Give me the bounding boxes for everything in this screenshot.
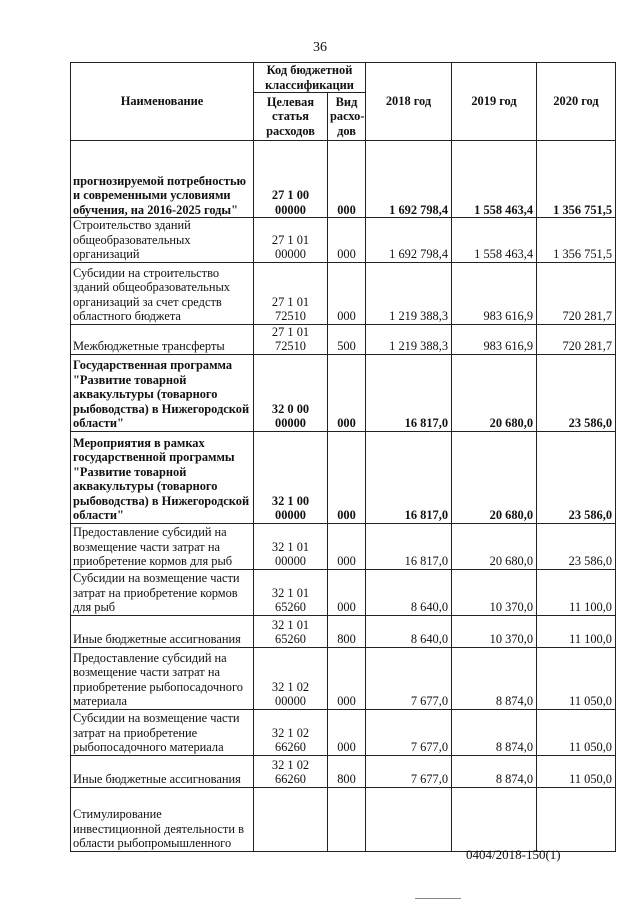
header-target: Целевая статья расходов: [254, 93, 328, 141]
cell-2020: 720 281,7: [537, 262, 616, 324]
document-code: 0404/2018-150(1): [466, 847, 561, 862]
cell-2018: 8 640,0: [366, 615, 452, 647]
cell-2019: 20 680,0: [452, 354, 537, 431]
cell-2019: 20 680,0: [452, 523, 537, 569]
cell-2019: 1 558 463,4: [452, 141, 537, 218]
cell-2019: 983 616,9: [452, 324, 537, 354]
cell-target: 32 1 01 00000: [254, 523, 328, 569]
cell-name: Мероприятия в рамках государственной программы "Развитие товарной аквакультуры (товарного рыбоводства) в Нижегородской области": [71, 431, 254, 523]
table-row: [71, 709, 616, 755]
cell-name: прогнозируемой потребностью и современными условиями обучения, на 2016-2025 годы": [71, 141, 254, 218]
cell-target: 32 1 02 00000: [254, 647, 328, 709]
cell-2019: [452, 787, 537, 851]
cell-2018: 1 219 388,3: [366, 324, 452, 354]
cell-name: Субсидии на возмещение части затрат на приобретение кормов для рыб: [71, 569, 254, 615]
cell-2019: 8 874,0: [452, 647, 537, 709]
cell-2020: 23 586,0: [537, 354, 616, 431]
table-body: [71, 141, 616, 852]
table-row: [71, 755, 616, 787]
cell-2018: 7 677,0: [366, 647, 452, 709]
cell-target: 32 0 00 00000: [254, 354, 328, 431]
table-row: [71, 523, 616, 569]
cell-target: 27 1 00 00000: [254, 141, 328, 218]
cell-type: 000: [328, 218, 366, 263]
header-name: Наименование: [71, 63, 254, 141]
table-row: [71, 141, 616, 218]
cell-2020: 11 050,0: [537, 647, 616, 709]
cell-2020: 11 050,0: [537, 709, 616, 755]
cell-type: 000: [328, 647, 366, 709]
cell-target: 27 1 01 72510: [254, 324, 328, 354]
cell-2019: 10 370,0: [452, 569, 537, 615]
page-number: 36: [313, 40, 327, 55]
cell-2018: 16 817,0: [366, 431, 452, 523]
cell-2019: 20 680,0: [452, 431, 537, 523]
table-row: [71, 324, 616, 354]
cell-type: 000: [328, 523, 366, 569]
header-2018: 2018 год: [366, 63, 452, 141]
cell-2018: 16 817,0: [366, 354, 452, 431]
table-row: [71, 647, 616, 709]
cell-target: 32 1 00 00000: [254, 431, 328, 523]
cell-2019: 1 558 463,4: [452, 218, 537, 263]
cell-2020: 11 100,0: [537, 615, 616, 647]
header-type: Вид расхо-дов: [328, 93, 366, 141]
cell-target: 27 1 01 00000: [254, 218, 328, 263]
cell-type: 000: [328, 569, 366, 615]
cell-2020: 11 100,0: [537, 569, 616, 615]
cell-2018: 7 677,0: [366, 755, 452, 787]
cell-2019: 983 616,9: [452, 262, 537, 324]
cell-2019: 8 874,0: [452, 709, 537, 755]
cell-type: 000: [328, 141, 366, 218]
cell-2018: 1 219 388,3: [366, 262, 452, 324]
cell-target: 27 1 01 72510: [254, 262, 328, 324]
cell-name: Субсидии на возмещение части затрат на приобретение рыбопосадочного материала: [71, 709, 254, 755]
cell-target: 32 1 01 65260: [254, 569, 328, 615]
cell-type: 000: [328, 431, 366, 523]
cell-2020: 11 050,0: [537, 755, 616, 787]
cell-2018: 8 640,0: [366, 569, 452, 615]
cell-name: Предоставление субсидий на возмещение части затрат на приобретение кормов для рыб: [71, 523, 254, 569]
header-2019: 2019 год: [452, 63, 537, 141]
cell-2018: 16 817,0: [366, 523, 452, 569]
cell-2018: 7 677,0: [366, 709, 452, 755]
table-row: [71, 787, 616, 851]
cell-2018: 1 692 798,4: [366, 218, 452, 263]
scan-artifact: [415, 898, 461, 899]
cell-2020: 720 281,7: [537, 324, 616, 354]
table-row: [71, 354, 616, 431]
table-row: [71, 218, 616, 263]
cell-target: 32 1 01 65260: [254, 615, 328, 647]
cell-target: 32 1 02 66260: [254, 709, 328, 755]
cell-2020: [537, 787, 616, 851]
cell-type: 000: [328, 709, 366, 755]
cell-type: 000: [328, 354, 366, 431]
cell-type: 800: [328, 615, 366, 647]
cell-name: Государственная программа "Развитие товарной аквакультуры (товарного рыбоводства) в Нижегородской области": [71, 354, 254, 431]
header-2020: 2020 год: [537, 63, 616, 141]
cell-type: 000: [328, 262, 366, 324]
cell-type: [328, 787, 366, 851]
cell-type: 500: [328, 324, 366, 354]
cell-name: Предоставление субсидий на возмещение части затрат на приобретение рыбопосадочного материала: [71, 647, 254, 709]
cell-target: [254, 787, 328, 851]
table-row: [71, 615, 616, 647]
cell-name: Субсидии на строительство зданий общеобразовательных организаций за счет средств областного бюджета: [71, 262, 254, 324]
header-code-group: Код бюджетной классификации: [254, 63, 366, 93]
table-row: [71, 569, 616, 615]
budget-table: [70, 62, 616, 852]
cell-2019: 10 370,0: [452, 615, 537, 647]
cell-name: Иные бюджетные ассигнования: [71, 615, 254, 647]
cell-2020: 1 356 751,5: [537, 141, 616, 218]
cell-2020: 23 586,0: [537, 431, 616, 523]
cell-name: Межбюджетные трансферты: [71, 324, 254, 354]
cell-2018: [366, 787, 452, 851]
cell-type: 800: [328, 755, 366, 787]
cell-name: Строительство зданий общеобразовательных организаций: [71, 218, 254, 263]
cell-2020: 1 356 751,5: [537, 218, 616, 263]
cell-name: Стимулирование инвестиционной деятельности в области рыбопромышленного: [71, 787, 254, 851]
table-row: [71, 262, 616, 324]
cell-name: Иные бюджетные ассигнования: [71, 755, 254, 787]
table-row: [71, 431, 616, 523]
cell-2018: 1 692 798,4: [366, 141, 452, 218]
cell-target: 32 1 02 66260: [254, 755, 328, 787]
cell-2020: 23 586,0: [537, 523, 616, 569]
cell-2019: 8 874,0: [452, 755, 537, 787]
